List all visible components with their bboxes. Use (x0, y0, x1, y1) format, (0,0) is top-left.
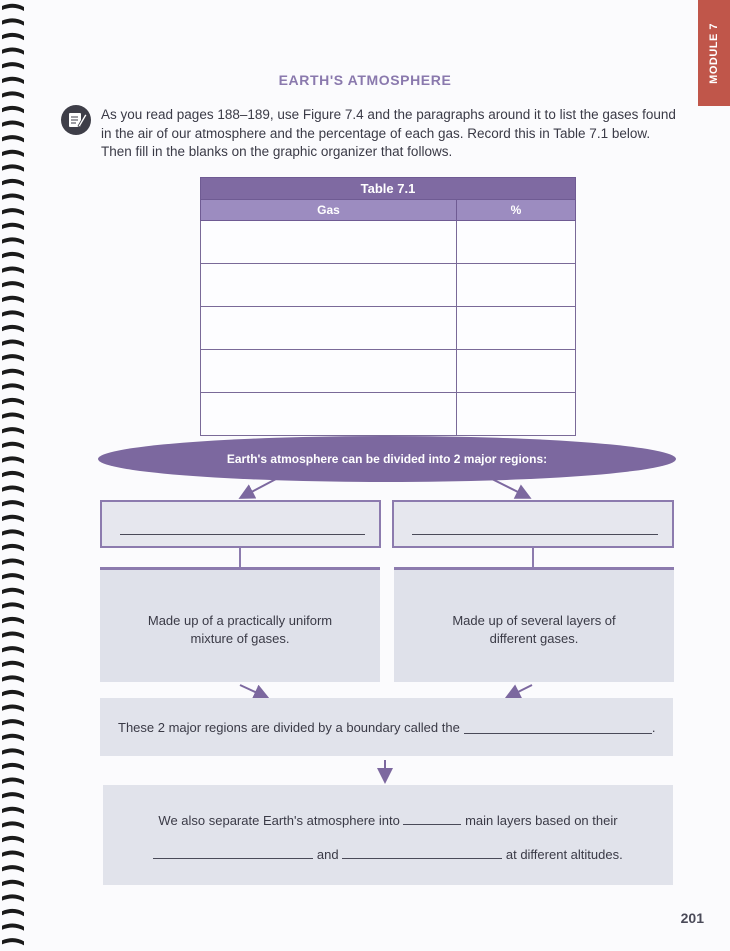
spiral-coil (2, 18, 24, 25)
table-row (201, 307, 576, 350)
spiral-coil (2, 748, 24, 755)
spiral-coil (2, 500, 24, 507)
spiral-coil (2, 836, 24, 843)
left-description-text: Made up of a practically uniform mixture of gases. (147, 613, 333, 646)
table-caption: Table 7.1 (201, 178, 576, 200)
region-blank-right[interactable] (392, 500, 674, 548)
percent-cell[interactable] (457, 221, 576, 264)
spiral-coil (2, 661, 24, 668)
spiral-coil (2, 456, 24, 463)
spiral-coil (2, 106, 24, 113)
gas-cell[interactable] (201, 264, 457, 307)
spiral-coil (2, 719, 24, 726)
spiral-coil (2, 179, 24, 186)
boundary-box (100, 698, 673, 756)
spiral-coil (2, 865, 24, 872)
percent-cell[interactable] (457, 350, 576, 393)
connector-left (239, 548, 241, 567)
blank-line (412, 534, 658, 535)
spiral-coil (2, 91, 24, 98)
spiral-coil (2, 398, 24, 405)
spiral-coil (2, 4, 24, 11)
regions-oval-text: Earth's atmosphere can be divided into 2 major regions: (226, 452, 548, 466)
spiral-coil (2, 340, 24, 347)
arrow-left-down (242, 479, 276, 497)
spiral-coil (2, 690, 24, 697)
boundary-blank[interactable] (464, 720, 652, 734)
layers-basis-blank-1[interactable] (153, 845, 313, 859)
spiral-coil (2, 894, 24, 901)
spiral-coil (2, 442, 24, 449)
spiral-coil (2, 427, 24, 434)
spiral-coil (2, 807, 24, 814)
spiral-coil (2, 573, 24, 580)
spiral-coil (2, 880, 24, 887)
spiral-coil (2, 354, 24, 361)
spiral-coil (2, 135, 24, 142)
column-header-percent: % (457, 200, 576, 221)
table-row (201, 393, 576, 436)
left-region-description (100, 567, 380, 682)
spiral-coil (2, 851, 24, 858)
module-tab-label: MODULE 7 (708, 22, 720, 84)
table-row (201, 221, 576, 264)
spiral-coil (2, 325, 24, 332)
spiral-coil (2, 632, 24, 639)
spiral-coil (2, 792, 24, 799)
module-tab (698, 0, 730, 106)
spiral-coil (2, 164, 24, 171)
gas-cell[interactable] (201, 221, 457, 264)
instructions-text: As you read pages 188–189, use Figure 7.4 and the paragraphs around it to list the gases found in the air of our atmosphere and the percentage of each gas. Record this in Table 7.1 below. Then fill in the blanks on the graphic organizer that follows. (101, 107, 676, 159)
gas-cell[interactable] (201, 307, 457, 350)
arrow-right-to-boundary (508, 685, 532, 697)
layers-line2-mid: and (316, 847, 339, 862)
arrow-right-down (492, 479, 528, 497)
connector-right (532, 548, 534, 567)
spiral-coil (2, 486, 24, 493)
spiral-coil (2, 529, 24, 536)
notebook-pencil-icon (60, 104, 92, 136)
spiral-coil (2, 471, 24, 478)
table-row (201, 264, 576, 307)
spiral-coil (2, 778, 24, 785)
spiral-coil (2, 267, 24, 274)
spiral-coil (2, 62, 24, 69)
spiral-coil (2, 734, 24, 741)
spiral-coil (2, 602, 24, 609)
spiral-coil (2, 544, 24, 551)
table-row (201, 350, 576, 393)
layers-line1-after: main layers based on their (465, 813, 618, 828)
spiral-coil (2, 33, 24, 40)
spiral-coil (2, 705, 24, 712)
spiral-coil (2, 821, 24, 828)
blank-line (120, 534, 365, 535)
table-7-1 (200, 177, 576, 436)
spiral-coil (2, 121, 24, 128)
page-number: 201 (680, 910, 704, 926)
spiral-coil (2, 281, 24, 288)
spiral-coil (2, 296, 24, 303)
spiral-coil (2, 369, 24, 376)
gas-cell[interactable] (201, 350, 457, 393)
percent-cell[interactable] (457, 393, 576, 436)
layers-line-2 (103, 845, 673, 862)
regions-oval (98, 436, 676, 482)
layers-count-blank[interactable] (403, 811, 461, 825)
layers-line2-after: at different altitudes. (505, 847, 623, 862)
spiral-coil (2, 413, 24, 420)
percent-cell[interactable] (457, 307, 576, 350)
page-title: EARTH'S ATMOSPHERE (278, 72, 452, 88)
layers-line1-before: We also separate Earth's atmosphere into (158, 813, 400, 828)
layers-box (103, 785, 673, 885)
spiral-coil (2, 617, 24, 624)
spiral-coil (2, 559, 24, 566)
spiral-coil (2, 588, 24, 595)
spiral-coil (2, 310, 24, 317)
spiral-coil (2, 208, 24, 215)
column-header-gas: Gas (201, 200, 457, 221)
spiral-coil (2, 223, 24, 230)
layers-basis-blank-2[interactable] (342, 845, 502, 859)
spiral-binding (0, 0, 28, 951)
arrow-left-to-boundary (240, 685, 266, 697)
right-description-text: Made up of several layers of different gases. (452, 613, 616, 646)
layers-line-1 (103, 811, 673, 828)
spiral-coil (2, 515, 24, 522)
spiral-coil (2, 383, 24, 390)
spiral-coil (2, 194, 24, 201)
boundary-text: These 2 major regions are divided by a boundary called the (118, 719, 460, 735)
spiral-coil (2, 237, 24, 244)
spiral-coil (2, 675, 24, 682)
boundary-end: . (651, 719, 656, 735)
spiral-coil (2, 150, 24, 157)
right-region-description (394, 567, 674, 682)
gas-cell[interactable] (201, 393, 457, 436)
spiral-coil (2, 938, 24, 945)
percent-cell[interactable] (457, 264, 576, 307)
spiral-coil (2, 909, 24, 916)
spiral-coil (2, 252, 24, 259)
spiral-coil (2, 48, 24, 55)
spiral-coil (2, 763, 24, 770)
spiral-coil (2, 924, 24, 931)
spiral-coil (2, 646, 24, 653)
region-blank-left[interactable] (100, 500, 381, 548)
